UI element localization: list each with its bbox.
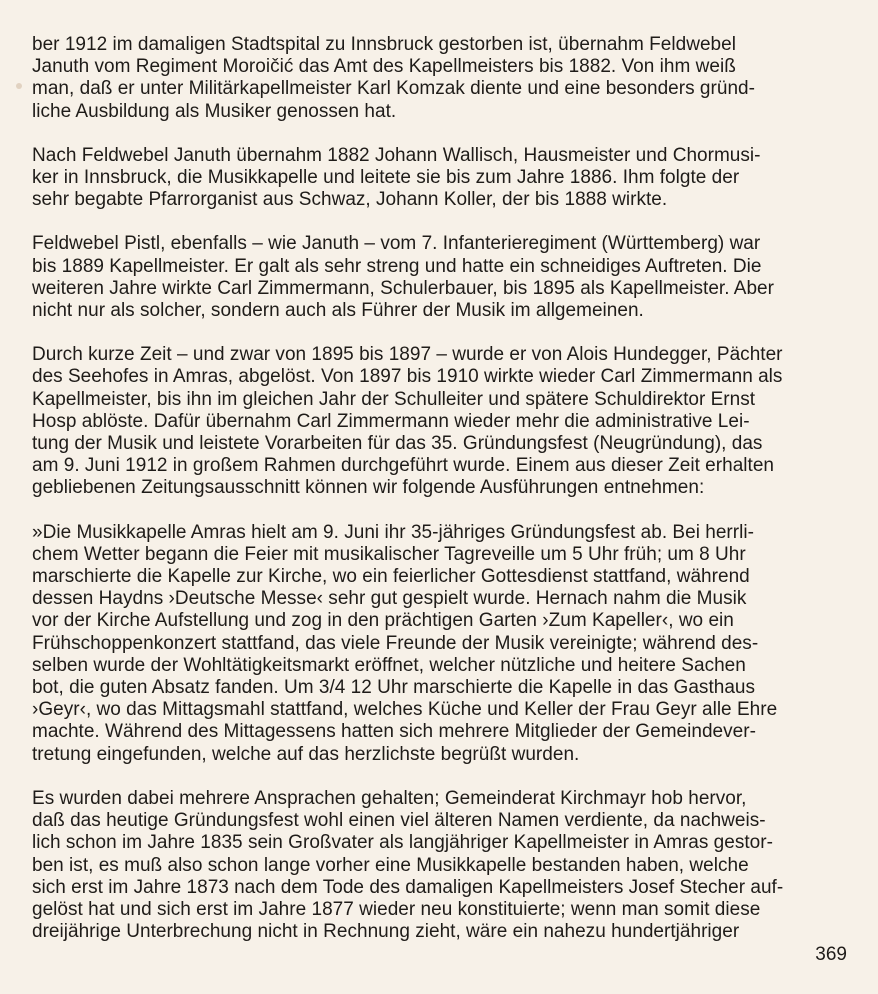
text-line: lich schon im Jahre 1835 sein Großvater als langjähriger Kapellmeister in Amras gestor- (32, 832, 773, 854)
text-line: gebliebenen Zeitungsausschnitt können wir folgende Ausführungen entnehmen: (32, 477, 705, 499)
text-line: selben wurde der Wohltätigkeitsmarkt eröffnet, welcher nützliche und heitere Sachen (32, 654, 746, 676)
text-line: machte. Während des Mittagessens hatten sich mehrere Mitglieder der Gemeindever- (32, 721, 756, 743)
text-line: man, daß er unter Militärkapellmeister Karl Komzak diente und eine besonders gründ- (32, 78, 755, 100)
body-text (32, 34, 846, 943)
text-line: nicht nur als solcher, sondern auch als Führer der Musik im allgemeinen. (32, 300, 644, 322)
text-line: dessen Haydns ›Deutsche Messe‹ sehr gut gespielt wurde. Hernach nahm die Musik (32, 588, 747, 610)
text-line: sehr begabte Pfarrorganist aus Schwaz, Johann Koller, der bis 1888 wirkte. (32, 189, 668, 211)
text-line: gelöst hat und sich erst im Jahre 1877 wieder neu konstituierte; wenn man somit diese (32, 898, 761, 920)
text-line: Kapellmeister, bis ihn im gleichen Jahr der Schulleiter und spätere Schuldirektor Ernst (32, 388, 756, 410)
text-line: des Seehofes in Amras, abgelöst. Von 1897 bis 1910 wirkte wieder Carl Zimmermann als (32, 366, 783, 388)
text-line: chem Wetter begann die Feier mit musikalischer Tagreveille um 5 Uhr früh; um 8 Uhr (32, 543, 746, 565)
text-line: ker in Innsbruck, die Musikkapelle und leitete sie bis zum Jahre 1886. Ihm folgte der (32, 167, 740, 189)
text-line: vor der Kirche Aufstellung und zog in den prächtigen Garten ›Zum Kapeller‹, wo ein (32, 610, 734, 632)
paragraph (32, 788, 846, 943)
paragraph (32, 522, 846, 766)
paragraph (32, 34, 846, 123)
text-line: sich erst im Jahre 1873 nach dem Tode des damaligen Kapellmeisters Josef Stecher auf- (32, 876, 784, 898)
text-line: liche Ausbildung als Musiker genossen hat. (32, 100, 397, 122)
paragraph (32, 233, 846, 322)
text-line: bis 1889 Kapellmeister. Er galt als sehr streng und hatte ein schneidiges Auftreten. Die (32, 255, 762, 277)
text-line: Januth vom Regiment Moroičić das Amt des Kapellmeisters bis 1882. Von ihm weiß (32, 56, 736, 78)
text-line: weiteren Jahre wirkte Carl Zimmermann, Schulerbauer, bis 1895 als Kapellmeister. Aber (32, 277, 774, 299)
paragraph (32, 145, 846, 212)
page-number: 369 (815, 944, 847, 965)
text-line: Feldwebel Pistl, ebenfalls – wie Januth – vom 7. Infanterieregiment (Württemberg) war (32, 233, 761, 255)
text-line: ›Geyr‹, wo das Mittagsmahl stattfand, welches Küche und Keller der Frau Geyr alle Ehre (32, 699, 778, 721)
text-line: Durch kurze Zeit – und zwar von 1895 bis 1897 – wurde er von Alois Hundegger, Pächter (32, 344, 783, 366)
text-line: bot, die guten Absatz fanden. Um 3/4 12 Uhr marschierte die Kapelle in das Gasthaus (32, 677, 756, 699)
text-line: tretung eingefunden, welche auf das herzlichste begrüßt wurden. (32, 743, 580, 765)
text-line: tung der Musik und leistete Vorarbeiten für das 35. Gründungsfest (Neugründung), das (32, 433, 763, 455)
text-line: ber 1912 im damaligen Stadtspital zu Innsbruck gestorben ist, übernahm Feldwebel (32, 34, 736, 55)
text-line: daß das heutige Gründungsfest wohl einen viel älteren Namen verdiente, da nachweis- (32, 810, 766, 832)
text-line: marschierte die Kapelle zur Kirche, wo ein feierlicher Gottesdienst stattfand, während (32, 566, 750, 588)
text-line: ben ist, es muß also schon lange vorher eine Musikkapelle bestanden haben, welche (32, 854, 749, 876)
text-line: Nach Feldwebel Januth übernahm 1882 Johann Wallisch, Hausmeister und Chormusi- (32, 144, 761, 166)
margin-mark (16, 83, 22, 89)
text-line: Frühschoppenkonzert stattfand, das viele Freunde der Musik vereinigte; während des- (32, 632, 759, 654)
paragraph (32, 344, 846, 499)
text-line: dreijährige Unterbrechung nicht in Rechnung zieht, wäre ein nahezu hundertjähriger (32, 921, 740, 943)
text-line: Es wurden dabei mehrere Ansprachen gehalten; Gemeinderat Kirchmayr hob hervor, (32, 787, 747, 809)
text-line: am 9. Juni 1912 in großem Rahmen durchgeführt wurde. Einem aus dieser Zeit erhalten (32, 455, 774, 477)
text-line: Hosp ablöste. Dafür übernahm Carl Zimmermann wieder mehr die administrative Lei- (32, 410, 750, 432)
text-line: »Die Musikkapelle Amras hielt am 9. Juni ihr 35-jähriges Gründungsfest ab. Bei herrli- (32, 521, 754, 543)
